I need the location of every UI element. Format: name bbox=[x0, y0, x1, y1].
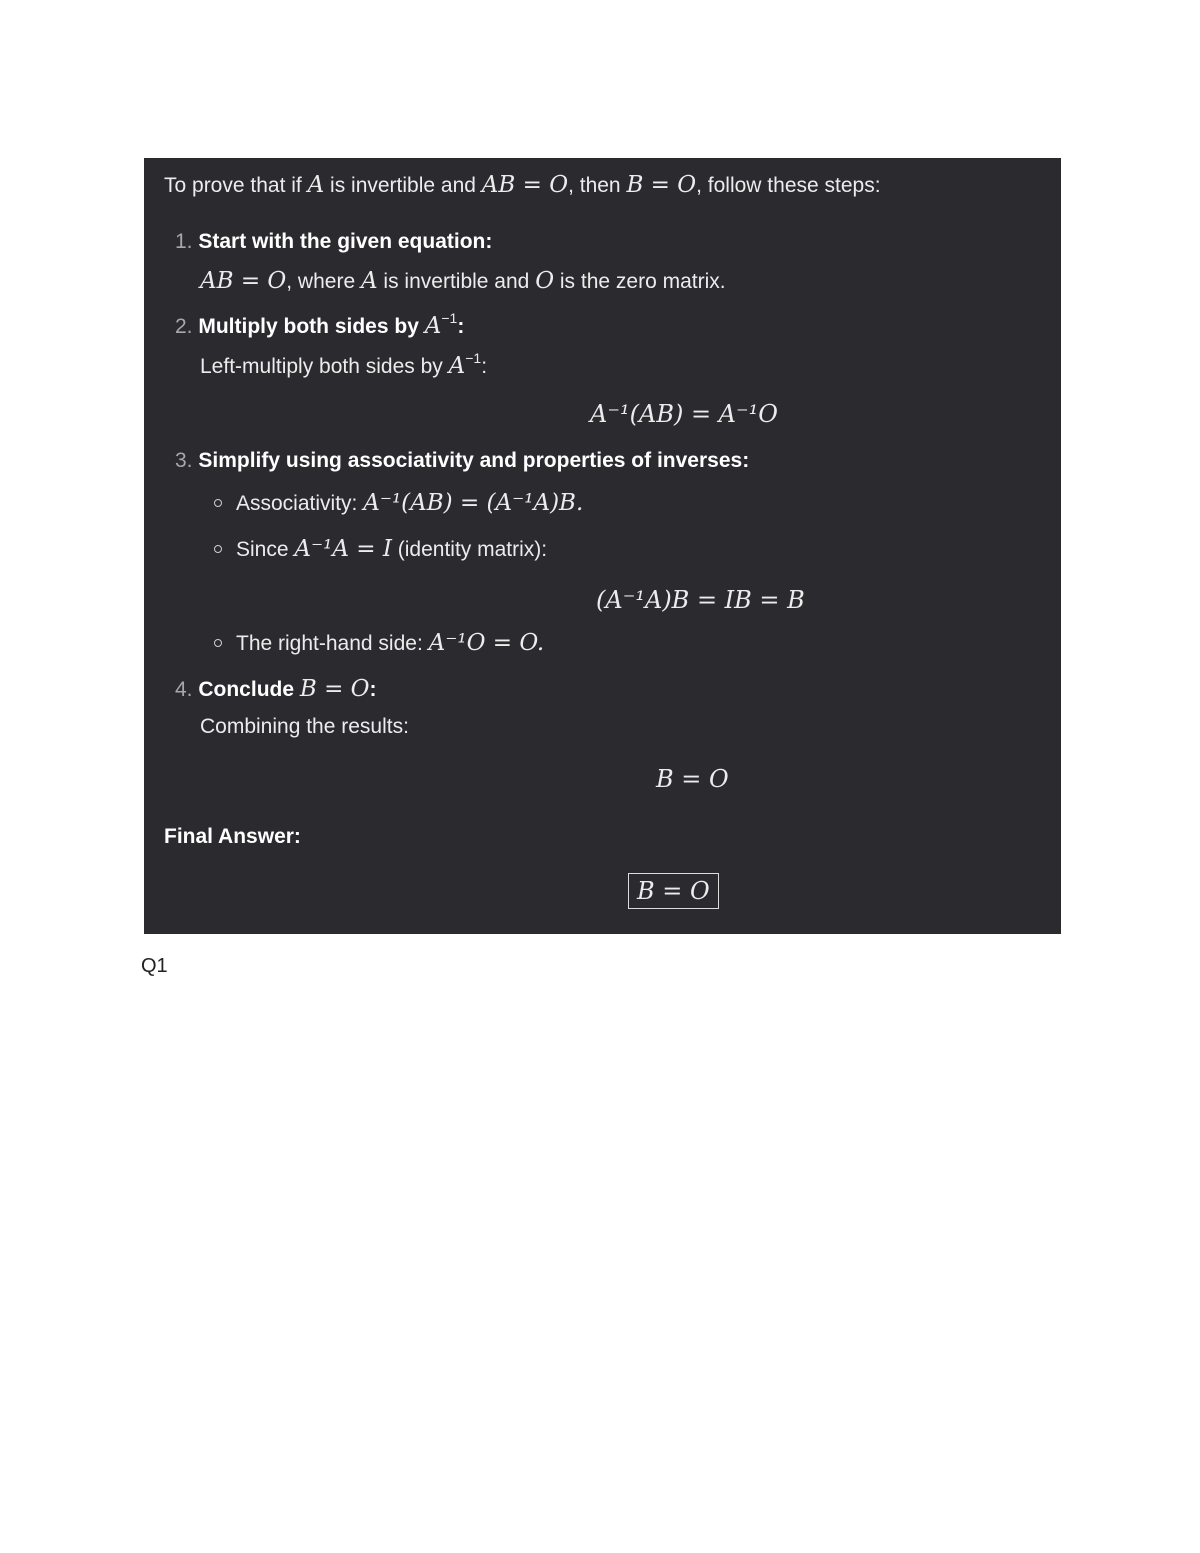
step-3-heading: 3. Simplify using associativity and properties of inverses: bbox=[175, 449, 750, 472]
bullet-icon bbox=[214, 499, 222, 507]
bullet-icon bbox=[214, 639, 222, 647]
step-2-body: Left-multiply both sides by $A^{-1}$: bbox=[200, 350, 488, 379]
question-caption: Q1 bbox=[141, 955, 168, 977]
step-4-display-equation: B = O bbox=[656, 765, 729, 793]
bullet-icon bbox=[214, 545, 222, 553]
step-4-body: Combining the results: bbox=[200, 715, 409, 738]
final-answer-label: Final Answer: bbox=[164, 825, 301, 848]
step-2-heading: 2. Multiply both sides by $A^{-1}$: bbox=[175, 310, 465, 339]
step-3-bullet-identity: Since A⁻¹A = I (identity matrix): bbox=[214, 536, 547, 562]
step-1-body: AB = O, where A is invertible and O is the zero matrix. bbox=[200, 268, 726, 294]
step-3-bullet-associativity: Associativity: A⁻¹(AB) = (A⁻¹A)B. bbox=[214, 490, 583, 516]
step-1-heading: 1. Start with the given equation: bbox=[175, 230, 493, 253]
step-3-display-equation: (A⁻¹A)B = IB = B bbox=[596, 586, 805, 614]
final-answer-box: B = O bbox=[628, 877, 719, 905]
step-3-bullet-right-hand-side: The right-hand side: A⁻¹O = O. bbox=[214, 630, 544, 656]
step-2-display-equation: A⁻¹(AB) = A⁻¹O bbox=[590, 400, 778, 428]
intro-sentence: To prove that if A is invertible and AB = O, then B = O, follow these steps: bbox=[164, 172, 881, 198]
step-4-heading: 4. Conclude B = O: bbox=[175, 676, 377, 702]
answer-panel bbox=[144, 158, 1061, 934]
